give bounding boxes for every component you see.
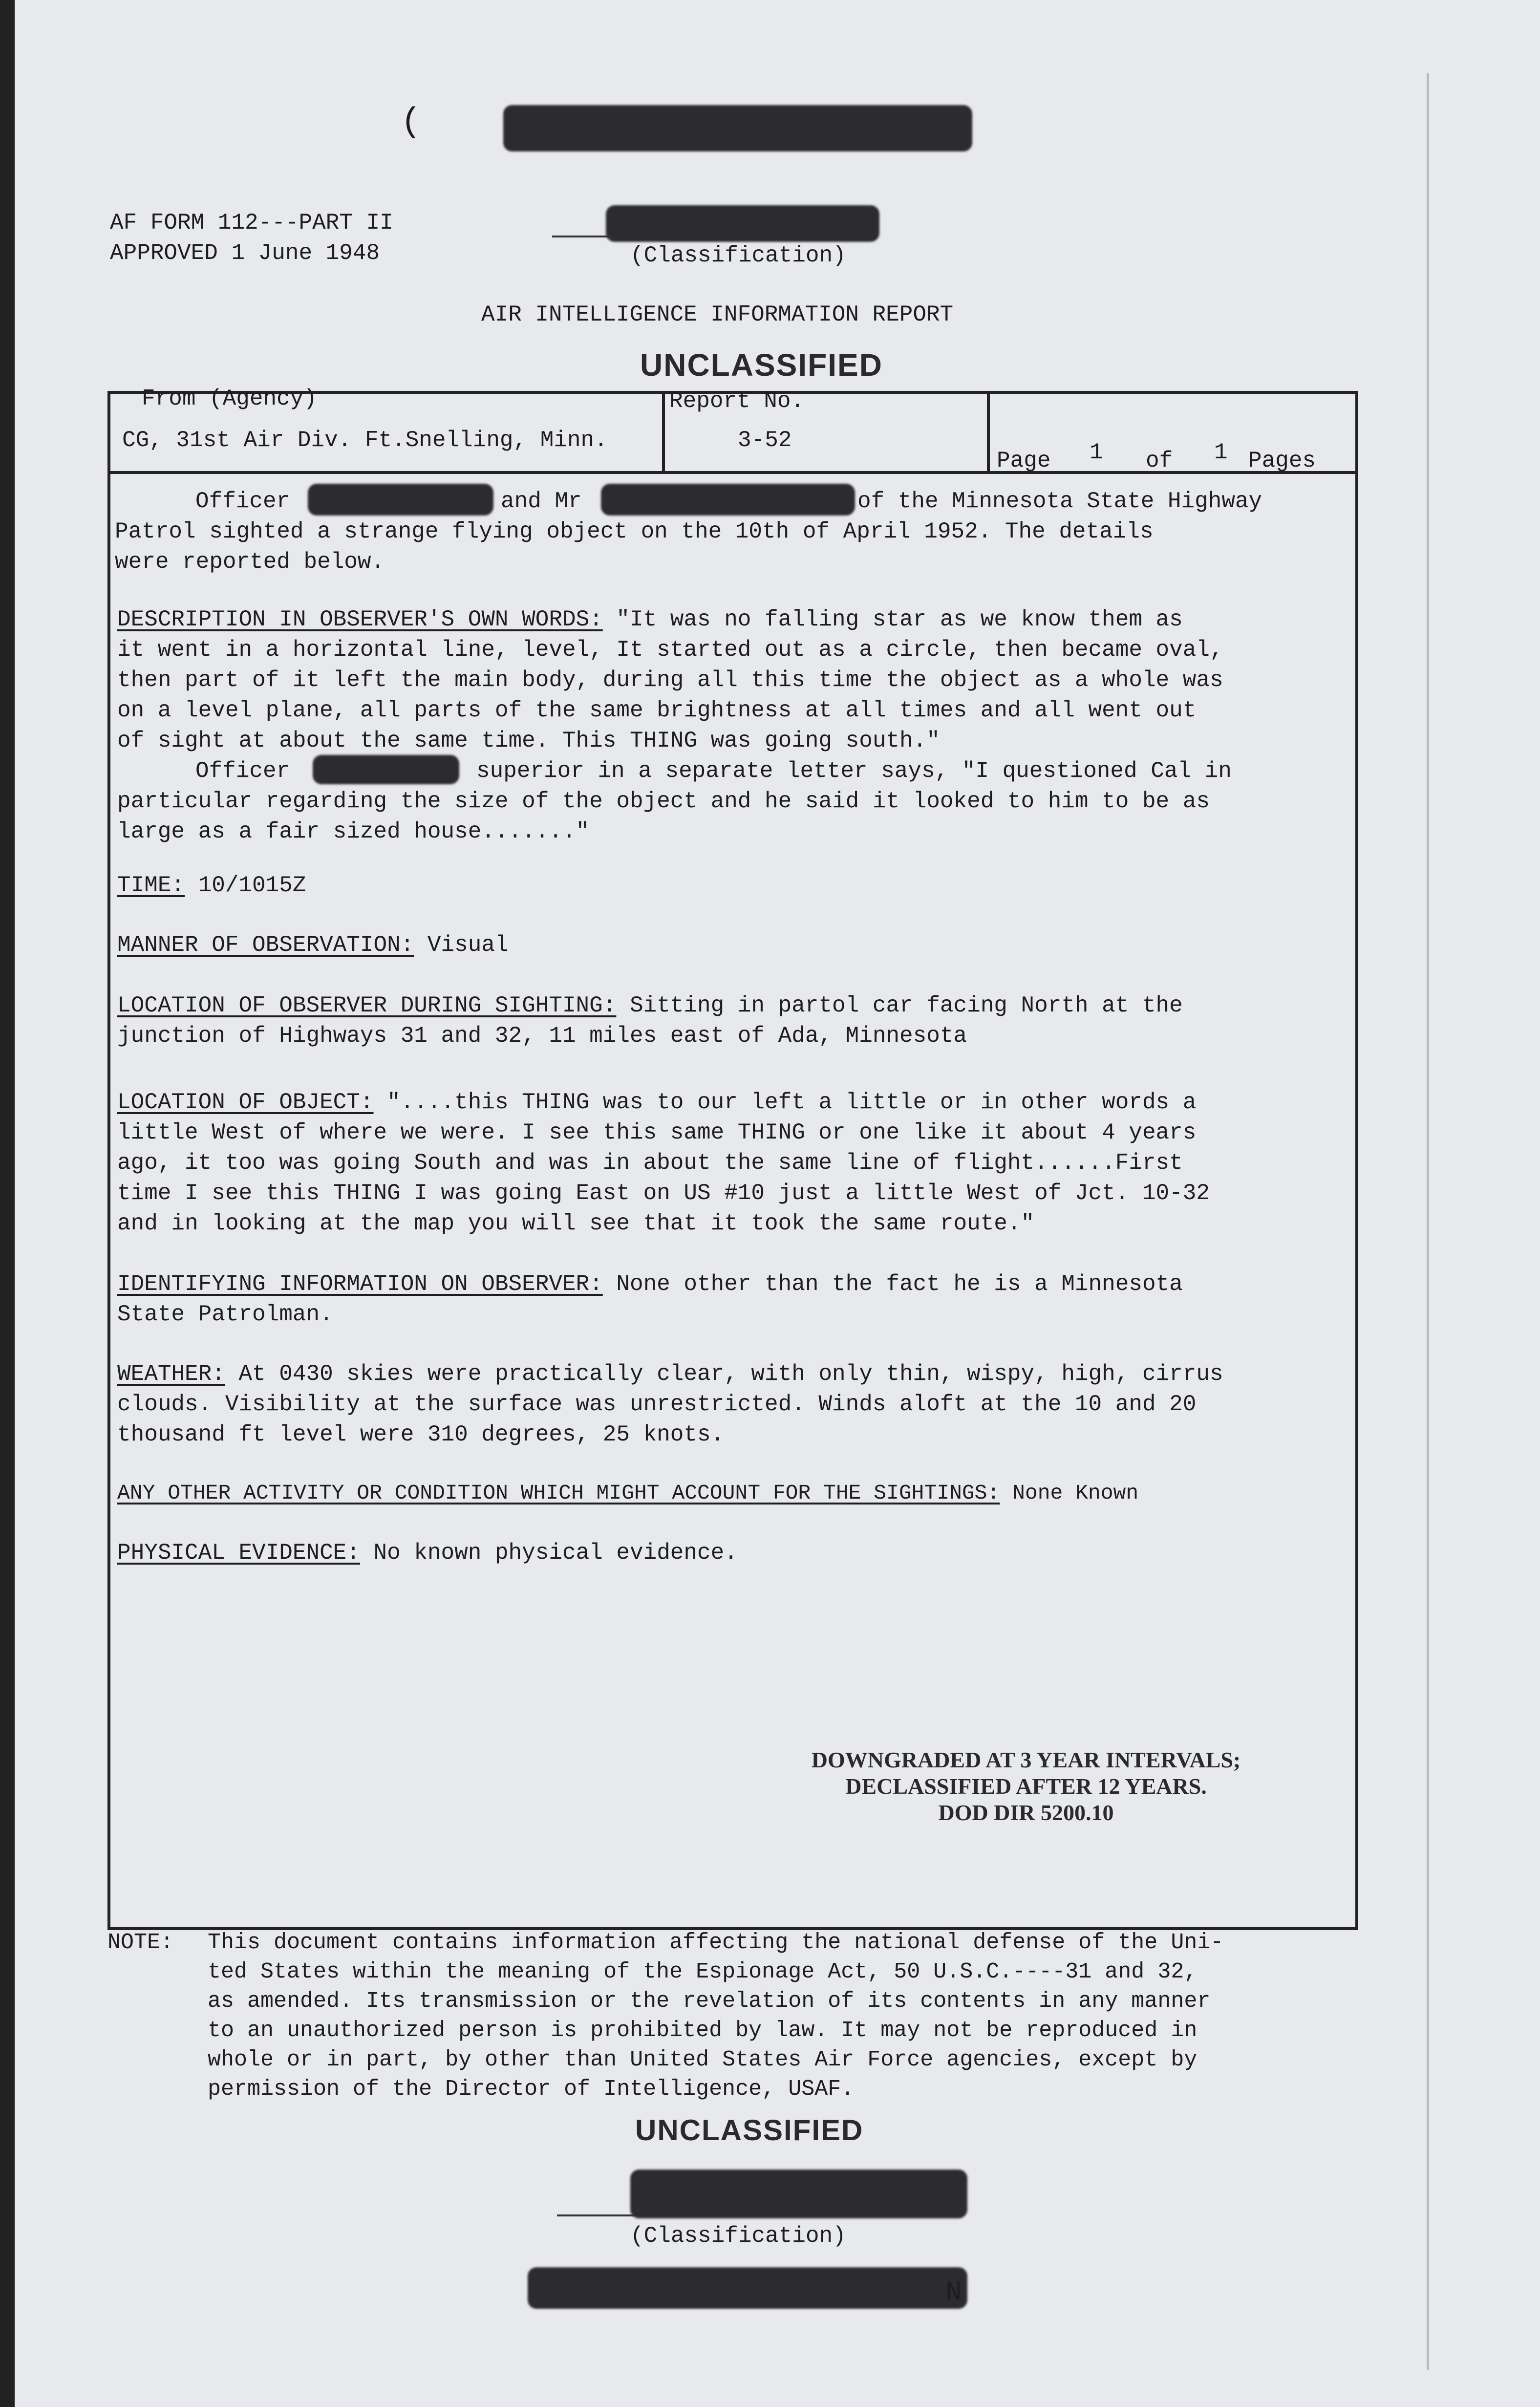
header-divider-1: [662, 391, 665, 474]
intro-officer: Officer: [195, 489, 290, 514]
intro-and-mr: and Mr: [501, 489, 582, 514]
redaction-classification-bottom: [630, 2170, 967, 2218]
page-label: Page: [997, 448, 1051, 473]
open-paren: (: [401, 103, 422, 142]
physical-evidence-heading: PHYSICAL EVIDENCE:: [117, 1540, 360, 1566]
identifying-heading: IDENTIFYING INFORMATION ON OBSERVER:: [117, 1271, 603, 1297]
downgrade-line-3: DOD DIR 5200.10: [938, 1800, 1114, 1825]
note-line-2: ted States within the meaning of the Espionage Act, 50 U.S.C.----31 and 32,: [208, 1959, 1198, 1984]
classification-label-bottom: (Classification): [630, 2223, 846, 2249]
redaction-officer-name-2: [313, 755, 459, 784]
object-location-line-2: little West of where we were. I see this same THING or one like it about 4 years: [117, 1120, 1197, 1145]
pages-label: Pages: [1248, 448, 1316, 473]
page-number: 1: [1090, 440, 1103, 465]
object-location-heading: LOCATION OF OBJECT:: [117, 1090, 374, 1115]
time-value: 10/1015Z: [198, 873, 306, 898]
redaction-officer-name: [308, 484, 493, 516]
time-line: [117, 870, 306, 901]
physical-evidence-line: PHYSICAL EVIDENCE: No known physical evidence.: [117, 1540, 738, 1566]
object-location-line-5: and in looking at the map you will see that it took the same route.": [117, 1211, 1035, 1236]
description-line-5: of sight at about the same time. This THING was going south.": [117, 728, 940, 753]
note-line-4: to an unauthorized person is prohibited by law. It may not be reproduced in: [208, 2018, 1198, 2043]
weather-heading: WEATHER:: [117, 1361, 225, 1387]
from-value: CG, 31st Air Div. Ft.Snelling, Minn.: [122, 428, 608, 453]
form-approved: APPROVED 1 June 1948: [110, 240, 380, 266]
weather-line-1: WEATHER: At 0430 skies were practically clear, with only thin, wispy, high, cirrus: [117, 1361, 1223, 1387]
trailing-letter: N: [945, 2277, 962, 2308]
header-divider-2: [987, 391, 990, 474]
note-line-1: This document contains information affecting the national defense of the Uni-: [208, 1930, 1224, 1955]
weather-line-3: thousand ft level were 310 degrees, 25 knots.: [117, 1422, 725, 1447]
note-line-5: whole or in part, by other than United States Air Force agencies, except by: [208, 2047, 1198, 2072]
classification-label-top: (Classification): [630, 243, 846, 268]
redaction-top: [503, 105, 972, 151]
identifying-line-1: IDENTIFYING INFORMATION ON OBSERVER: None other than the fact he is a Minnesota: [117, 1271, 1183, 1297]
description-line-1: DESCRIPTION IN OBSERVER'S OWN WORDS: "It was no falling star as we know them as: [117, 607, 1183, 632]
redaction-mr-name: [601, 484, 855, 516]
form-number: AF FORM 112---PART II: [110, 210, 393, 236]
observer-location-line-2: junction of Highways 31 and 32, 11 miles east of Ada, Minnesota: [117, 1023, 967, 1049]
report-title: AIR INTELLIGENCE INFORMATION REPORT: [481, 302, 954, 327]
description-line-6-officer: Officer: [195, 758, 290, 784]
unclassified-stamp-top: UNCLASSIFIED: [640, 347, 883, 383]
description-line-2: it went in a horizontal line, level, It started out as a circle, then became oval,: [117, 637, 1223, 663]
description-line-6: superior in a separate letter says, "I questioned Cal in: [476, 758, 1232, 784]
manner-value: Visual: [427, 932, 509, 958]
description-line-8: large as a fair sized house.......": [117, 819, 590, 844]
intro-line-2: Patrol sighted a strange flying object on the 10th of April 1952. The details: [115, 519, 1154, 544]
unclassified-stamp-bottom: UNCLASSIFIED: [635, 2114, 864, 2147]
scan-right-rule: [1427, 73, 1429, 2370]
report-no-value: 3-52: [738, 428, 792, 453]
note-label: NOTE:: [107, 1930, 174, 1955]
object-location-line-3: ago, it too was going South and was in about the same line of flight......First: [117, 1150, 1183, 1176]
of-label: of: [1146, 448, 1173, 473]
other-activity-line: ANY OTHER ACTIVITY OR CONDITION WHICH MIGHT ACCOUNT FOR THE SIGHTINGS: None Known: [117, 1481, 1139, 1505]
redaction-classification-top: [606, 205, 879, 242]
other-activity-heading: ANY OTHER ACTIVITY OR CONDITION WHICH MIGHT ACCOUNT FOR THE SIGHTINGS:: [117, 1481, 1000, 1505]
observer-location-heading: LOCATION OF OBSERVER DURING SIGHTING:: [117, 993, 617, 1018]
note-line-6: permission of the Director of Intelligence, USAF.: [208, 2077, 855, 2102]
description-line-4: on a level plane, all parts of the same brightness at all times and all went out: [117, 698, 1197, 723]
scan-left-edge: [0, 0, 15, 2407]
page-total: 1: [1214, 440, 1228, 465]
downgrade-stamp: [748, 1747, 1305, 1826]
time-heading: TIME:: [117, 873, 185, 898]
object-location-line-1: LOCATION OF OBJECT: "....this THING was to our left a little or in other words a: [117, 1090, 1197, 1115]
description-line-3: then part of it left the main body, during all this time the object as a whole was: [117, 667, 1223, 693]
manner-line: [117, 930, 509, 960]
object-location-line-4: time I see this THING I was going East on US #10 just a little West of Jct. 10-32: [117, 1181, 1210, 1206]
intro-rest: of the Minnesota State Highway: [857, 489, 1262, 514]
downgrade-line-2: DECLASSIFIED AFTER 12 YEARS.: [845, 1774, 1207, 1799]
manner-heading: MANNER OF OBSERVATION:: [117, 932, 414, 958]
description-line-7: particular regarding the size of the object and he said it looked to him to be as: [117, 789, 1210, 814]
note-line-3: as amended. Its transmission or the revelation of its contents in any manner: [208, 1989, 1211, 2014]
observer-location-line-1: LOCATION OF OBSERVER DURING SIGHTING: Sitting in partol car facing North at the: [117, 993, 1183, 1018]
classification-rule-bottom: [557, 2214, 635, 2216]
description-heading: DESCRIPTION IN OBSERVER'S OWN WORDS:: [117, 607, 603, 632]
identifying-line-2: State Patrolman.: [117, 1302, 333, 1327]
weather-line-2: clouds. Visibility at the surface was unrestricted. Winds aloft at the 10 and 20: [117, 1392, 1197, 1417]
redaction-bottom: [528, 2267, 967, 2309]
intro-line-3: were reported below.: [115, 549, 385, 575]
downgrade-line-1: DOWNGRADED AT 3 YEAR INTERVALS;: [811, 1747, 1241, 1772]
report-no-label: Report No.: [669, 388, 805, 414]
from-label: From (Agency): [142, 386, 317, 411]
classification-rule: [552, 236, 611, 237]
